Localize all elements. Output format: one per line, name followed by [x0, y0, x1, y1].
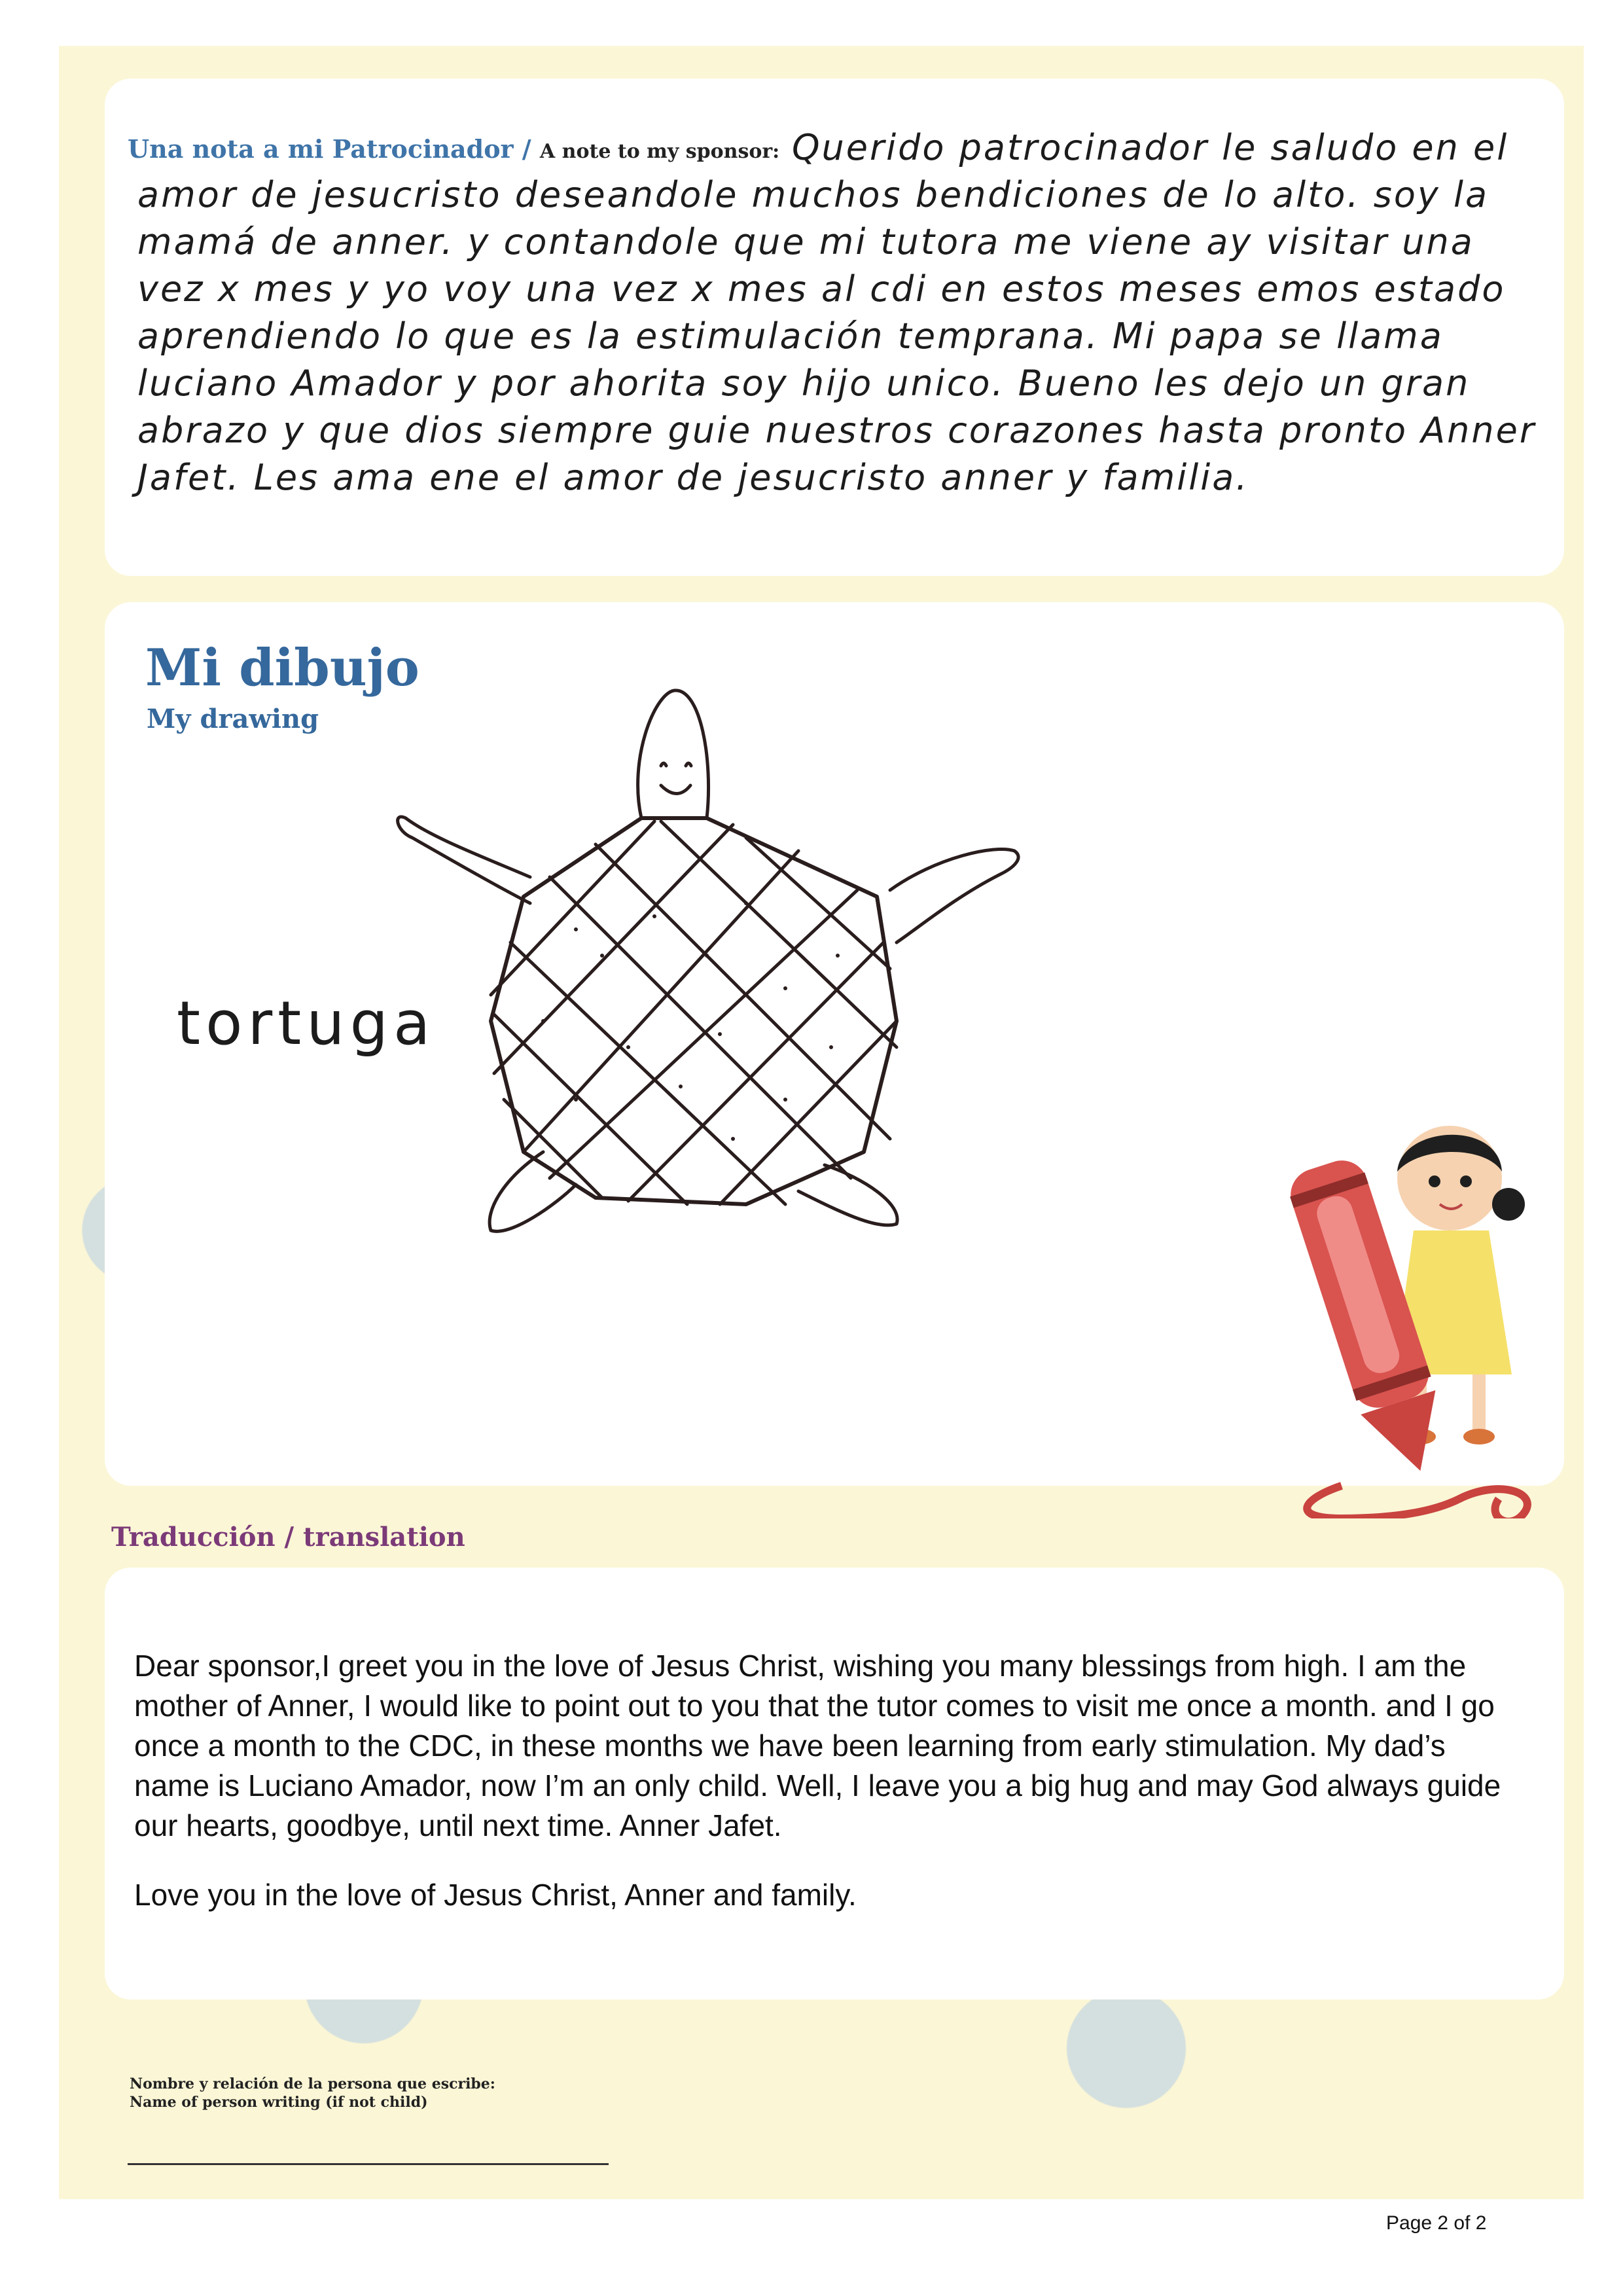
translation-header: Traducción / translation — [111, 1522, 465, 1552]
writer-signature-line — [128, 2163, 609, 2165]
translation-body — [134, 1646, 1515, 1915]
crayon-girl-illustration — [1263, 1100, 1577, 1518]
note-label-es: Una nota a mi Patrocinador / — [128, 134, 531, 164]
turtle-drawing — [380, 681, 1099, 1283]
writer-label-en: Name of person writing (if not child) — [130, 2094, 428, 2111]
drawing-caption: tortuga — [177, 988, 436, 1058]
drawing-title: Mi dibujo — [145, 638, 419, 698]
translation-paragraph-2: Love you in the love of Jesus Christ, Anner and family. — [134, 1878, 857, 1912]
page-number: Page 2 of 2 — [1386, 2212, 1487, 2234]
writer-label-es: Nombre y relación de la persona que escribe: — [130, 2075, 495, 2092]
drawing-subtitle: My drawing — [147, 704, 319, 734]
writer-label — [130, 2075, 495, 2111]
handwritten-note: Querido patrocinador le saludo en el amor de jesucristo deseandole muchos bendiciones de lo alto. soy la mamá de anner. y contandole que mi tutora me viene ay visitar una vez x mes y yo voy una vez x mes al cdi en estos meses emos estado aprendiendo lo que es la estimulación temprana. Mi papa se llama luciano Amador y por ahorita soy hijo unico. Bueno les dejo un gran abrazo y que dios siempre guie nuestros corazones hasta pronto Anner Jafet. Les ama ene el amor de jesucristo anner y familia. — [137, 127, 1537, 498]
note-label-en: A note to my sponsor: — [539, 140, 780, 163]
translation-paragraph-1: Dear sponsor,I greet you in the love of Jesus Christ, wishing you many blessings from high. I am the mother of Anner, I would like to point out to you that the tutor comes to visit me once a month. and I go once a month to the CDC, in these months we have been learning from early stimulation. My dad’s name is Luciano Amador, now I’m an only child. Well, I leave you a big hug and may God always guide our hearts, goodbye, until next time. Anner Jafet. — [134, 1649, 1501, 1842]
